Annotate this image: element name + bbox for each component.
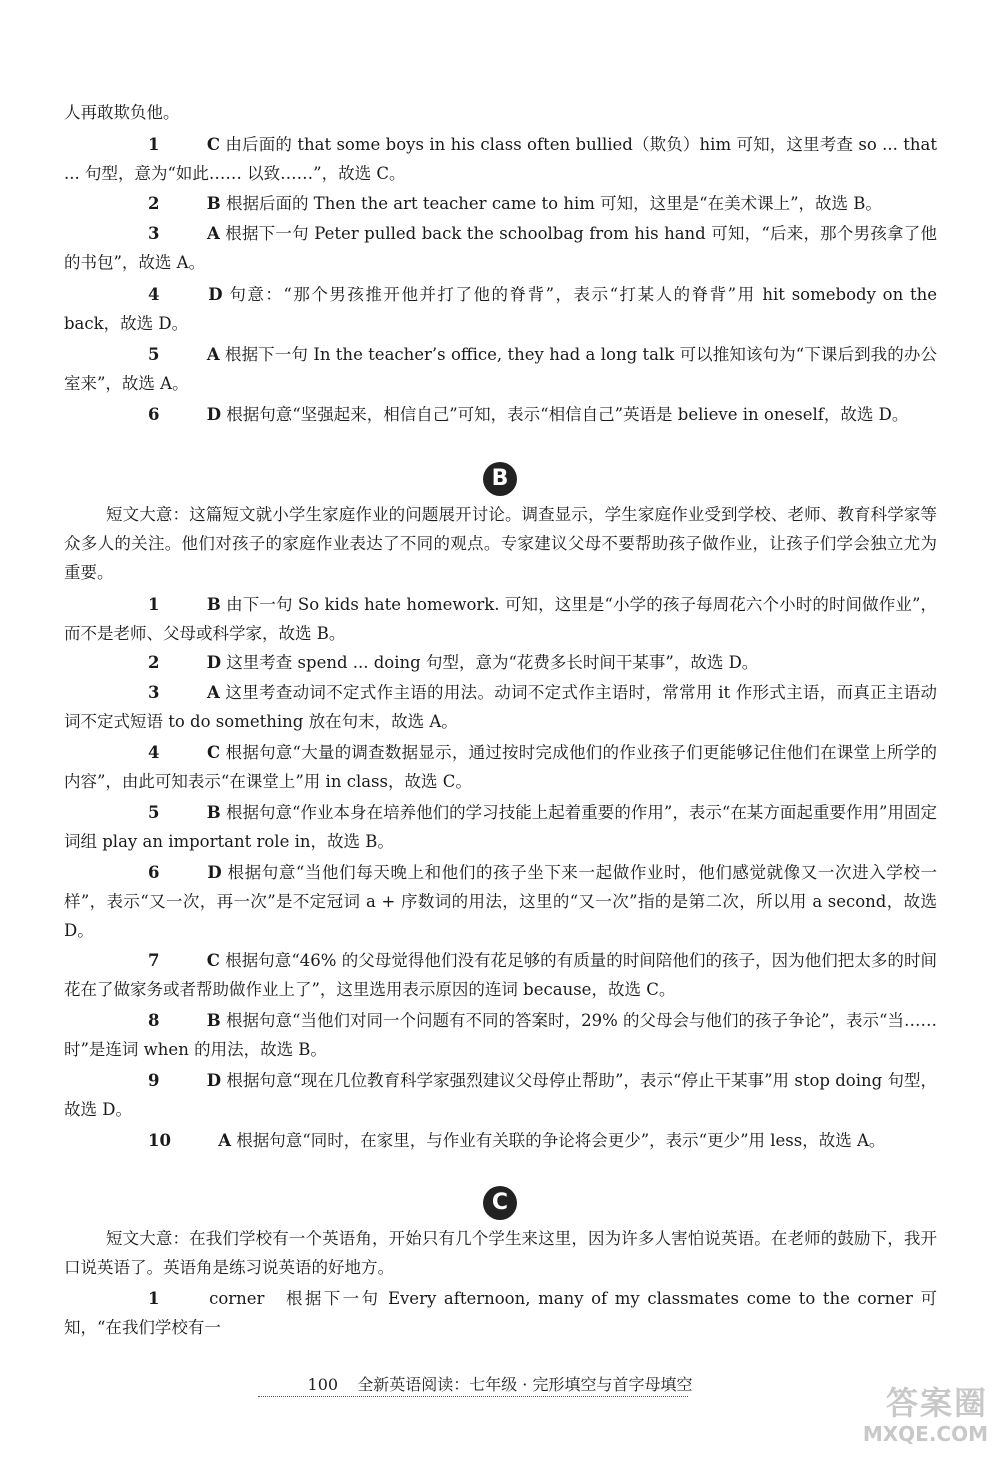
list-item [64,189,937,218]
list-item [64,1126,937,1155]
item-answer: B [206,595,221,614]
item-number: 1 [148,135,160,154]
item-answer: A [206,224,220,243]
list-item [64,678,937,736]
list-item [64,946,937,1004]
list-item [64,648,937,677]
item-number: 10 [148,1131,171,1150]
item-explanation: 根据句意“同时，在家里，与作业有关联的争论将会更少”，表示“更少”用 less，故选 A。 [236,1131,886,1150]
item-number: 3 [148,683,160,702]
item-number: 9 [148,1071,160,1090]
item-number: 5 [148,345,160,364]
list-item [64,1284,937,1342]
item-explanation: 这里考查动词不定式作主语的用法。动词不定式作主语时，常常用 it 作形式主语，而真正主语动词不定式短语 to do something 放在句末，故选 A。 [64,683,938,731]
item-answer: A [207,683,220,702]
watermark-logo [828,1385,988,1453]
book-title: 全新英语阅读：七年级 · 完形填空与首字母填空 [357,1375,693,1394]
item-explanation: 根据后面的 Then the art teacher came to him 可知，这里是“在美术课上”，故选 B。 [225,194,882,213]
item-answer: B [206,194,221,213]
item-explanation: 根据句意“当他们对同一个问题有不同的答案时，29% 的父母会与他们的孩子争论”，表示“当……时”是连词 when 的用法，故选 B。 [64,1011,938,1059]
page-number: 100 [307,1375,339,1394]
item-explanation: 根据句意“作业本身在培养他们的学习技能上起着重要的作用”，表示“在某方面起重要作用”用固定词组 play an important role in，故选 B。 [64,803,937,851]
item-explanation: 根据句意“大量的调查数据显示，通过按时完成他们的作业孩子们更能够记住他们在课堂上所学的内容”，由此可知表示“在课堂上”用 in class，故选 C。 [64,743,937,791]
item-number: 6 [148,405,160,424]
list-item [64,798,937,856]
item-explanation: 根据下一句 In the teacher’s office, they had a long talk 可以推知该句为“下课后到我的办公室来”，故选 A。 [64,345,937,393]
list-item [64,130,937,188]
item-explanation: 根据下一句 Every afternoon, many of my classmates come to the corner 可知，“在我们学校有一 [64,1289,937,1337]
item-answer: D [206,1071,222,1090]
item-explanation: 这里考查 spend ... doing 句型，意为“花费多长时间干某事”，故选 D。 [226,653,759,672]
intro-tail: 人再敢欺负他。 [64,103,180,122]
list-item [64,340,937,398]
list-item [64,1066,937,1124]
section-c-badge: C [483,1186,517,1220]
list-item [64,280,937,338]
item-answer: A [218,1131,232,1150]
item-explanation: 根据句意“现在几位教育科学家强烈建议父母停止帮助”，表示“停止干某事”用 stop doing 句型，故选 D。 [64,1071,937,1119]
item-number: 7 [148,951,160,970]
item-number: 4 [148,285,160,304]
item-number: 5 [148,803,160,822]
item-number: 4 [148,743,160,762]
section-c-summary: 短文大意：在我们学校有一个英语角，开始只有几个学生来这里，因为许多人害怕说英语。在老师的鼓励下，我开口说英语了。英语角是练习说英语的好地方。 [64,1229,937,1277]
item-answer: corner [209,1289,265,1308]
item-number: 2 [148,653,160,672]
item-answer: D [207,863,222,882]
section-b-badge: B [483,462,517,496]
list-item [64,858,937,945]
item-answer: B [206,803,221,822]
item-explanation: 根据下一句 Peter pulled back the schoolbag from his hand 可知，“后来，那个男孩拿了他的书包”，故选 A。 [64,224,937,272]
item-number: 6 [148,863,160,882]
item-explanation: 根据句意“当他们每天晚上和他们的孩子坐下来一起做作业时，他们感觉就像又一次进入学校一样”，表示“又一次，再一次”是不定冠词 a + 序数词的用法，这里的“又一次”指的是第二次，所以用 a second，故选 D。 [64,863,938,940]
item-answer: C [206,743,221,762]
item-answer: D [208,285,223,304]
list-item [64,1006,937,1064]
item-number: 8 [148,1011,160,1030]
item-answer: B [206,1011,221,1030]
item-explanation: 根据句意“坚强起来，相信自己”可知，表示“相信自己”英语是 believe in oneself，故选 D。 [226,405,909,424]
item-explanation: 由下一句 So kids hate homework. 可知，这里是“小学的孩子每周花六个小时的时间做作业”，而不是老师、父母或科学家，故选 B。 [64,595,938,643]
item-answer: A [206,345,220,364]
item-answer: C [206,951,220,970]
section-b-summary: 短文大意：这篇短文就小学生家庭作业的问题展开讨论。调查显示，学生家庭作业受到学校、老师、教育科学家等众多人的关注。他们对孩子的家庭作业表达了不同的观点。专家建议父母不要帮助孩子做作业，让孩子们学会独立尤为重要。 [64,505,937,582]
list-item [64,219,937,277]
watermark-logo-text: 答案圈 [885,1384,988,1422]
footer-divider [258,1396,688,1397]
item-number: 1 [148,595,160,614]
list-item [64,738,937,796]
item-answer: D [206,653,222,672]
watermark-url: MXQE.COM [862,1422,988,1446]
list-item [64,400,937,429]
item-number: 1 [148,1289,160,1308]
item-answer: D [206,405,222,424]
item-number: 3 [148,224,160,243]
item-number: 2 [148,194,160,213]
item-explanation: 由后面的 that some boys in his class often bullied（欺负）him 可知，这里考查 so ... that ... 句型，意为“如此…… 以致……”，故选 C。 [64,135,937,183]
item-explanation: 根据句意“46% 的父母觉得他们没有花足够的有质量的时间陪他们的孩子，因为他们把太多的时间花在了做家务或者帮助做作业上了”，这里选用表示原因的连词 because，故选 C。 [64,951,937,999]
item-answer: C [206,135,221,154]
item-explanation: 句意：“那个男孩推开他并打了他的脊背”，表示“打某人的脊背”用 hit somebody on the back，故选 D。 [64,285,937,333]
list-item [64,590,937,648]
